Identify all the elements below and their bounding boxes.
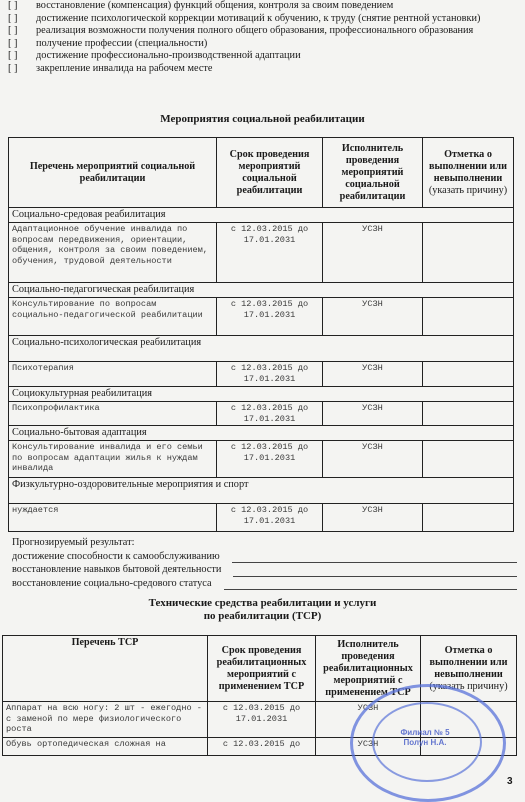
column-header-mark — [423, 138, 514, 208]
mark-header-bold: Отметка о выполнении или невыполнении — [429, 644, 508, 680]
executor-cell: УСЗН — [323, 298, 423, 336]
category-label: Социокультурная реабилитация — [9, 387, 514, 402]
mark-header-normal: (указать причину) — [428, 184, 508, 196]
table-row — [9, 223, 514, 283]
measure-cell: Консультирование инвалида и его семьи по вопросам адаптации жилья к нуждам инвалида — [9, 441, 217, 478]
term-cell: с 12.03.2015 до — [208, 738, 316, 756]
category-row — [9, 208, 514, 223]
check-item-text: достижение психологической коррекции мотиваций к обучению, к труду (снятие рентной установки) — [36, 12, 481, 24]
table-row — [9, 504, 514, 532]
forecast-block — [12, 536, 517, 590]
mark-cell[interactable] — [423, 298, 514, 336]
term-cell: с 12.03.2015 до 17.01.2031 — [217, 298, 323, 336]
forecast-item: достижение способности к самообслуживанию — [12, 550, 220, 562]
mark-cell[interactable] — [423, 223, 514, 283]
goals-checklist — [8, 0, 513, 76]
checkbox[interactable]: [ ] — [8, 12, 18, 24]
category-row — [9, 478, 514, 504]
checkbox[interactable]: [ ] — [8, 37, 18, 49]
category-row — [9, 426, 514, 441]
executor-cell: УСЗН — [323, 441, 423, 478]
checkbox[interactable]: [ ] — [8, 0, 18, 11]
mark-header-bold: Отметка о выполнении или невыполнении — [428, 148, 507, 184]
executor-cell: УСЗН — [316, 702, 421, 738]
category-row — [9, 387, 514, 402]
measure-cell: Адаптационное обучение инвалида по вопросам передвижения, ориентации, общения, контроля за своим поведением, обучения, трудовой деятельности — [9, 223, 217, 283]
executor-cell: УСЗН — [316, 738, 421, 756]
column-header-list: Перечень мероприятий социальной реабилитации — [9, 138, 217, 208]
table-row — [9, 362, 514, 387]
category-label: Социально-психологическая реабилитация — [9, 336, 514, 362]
forecast-line — [12, 577, 517, 591]
check-item-text: реализация возможности получения полного общего образования, профессионального образования — [36, 25, 474, 37]
checkbox[interactable]: [ ] — [8, 62, 18, 74]
check-item-text: восстановление (компенсация) функций общения, контроля за своим поведением — [36, 0, 394, 11]
column-header-list: Перечень ТСР — [3, 636, 208, 702]
measure-cell: Психотерапия — [9, 362, 217, 387]
category-row — [9, 336, 514, 362]
measure-cell: нуждается — [9, 504, 217, 532]
executor-cell: УСЗН — [323, 504, 423, 532]
category-label: Физкультурно-оздоровительные мероприятия и спорт — [9, 478, 514, 504]
stamp-text — [375, 728, 475, 748]
category-label: Социально-педагогическая реабилитация — [9, 283, 514, 298]
category-row — [9, 283, 514, 298]
mark-cell[interactable] — [423, 402, 514, 426]
category-label: Социально-бытовая адаптация — [9, 426, 514, 441]
check-item[interactable] — [8, 50, 513, 63]
column-header-executor: Исполнитель проведения реабилитационных мероприятий с применением ТСР — [316, 636, 421, 702]
checkbox[interactable]: [ ] — [8, 50, 18, 62]
tsr-title-line2: по реабилитации (ТСР) — [203, 610, 322, 622]
executor-cell: УСЗН — [323, 362, 423, 387]
forecast-line — [12, 550, 517, 564]
mark-header-normal: (указать причину) — [429, 680, 508, 692]
check-item-text: получение профессии (специальности) — [36, 37, 208, 49]
term-cell: с 12.03.2015 до 17.01.2031 — [208, 702, 316, 738]
check-item[interactable] — [8, 63, 513, 76]
forecast-item: восстановление навыков бытовой деятельности — [12, 564, 222, 576]
table-header-row — [9, 138, 514, 208]
column-header-term: Срок проведения мероприятий социальной реабилитации — [217, 138, 323, 208]
tsr-title — [0, 597, 525, 623]
forecast-line — [12, 563, 517, 577]
executor-cell: УСЗН — [323, 223, 423, 283]
mark-cell[interactable] — [423, 441, 514, 478]
tsr-item-cell: Обувь ортопедическая сложная на — [3, 738, 208, 756]
mark-cell[interactable] — [423, 362, 514, 387]
forecast-item: восстановление социально-средового статуса — [12, 577, 212, 589]
checkbox[interactable]: [ ] — [8, 25, 18, 37]
table-row — [9, 402, 514, 426]
underline-field[interactable] — [232, 553, 517, 563]
check-item[interactable] — [8, 0, 513, 13]
term-cell: с 12.03.2015 до 17.01.2031 — [217, 441, 323, 478]
term-cell: с 12.03.2015 до 17.01.2031 — [217, 223, 323, 283]
underline-field[interactable] — [233, 567, 517, 577]
mark-cell[interactable] — [423, 504, 514, 532]
term-cell: с 12.03.2015 до 17.01.2031 — [217, 504, 323, 532]
column-header-term: Срок проведения реабилитационных мероприятий с применением ТСР — [208, 636, 316, 702]
check-item[interactable] — [8, 25, 513, 38]
page-number: 3 — [507, 776, 513, 787]
tsr-item-cell: Аппарат на всю ногу: 2 шт - ежегодно - с заменой по мере физиологического роста — [3, 702, 208, 738]
check-item-text: закрепление инвалида на рабочем месте — [36, 62, 213, 74]
table-row — [9, 441, 514, 478]
underline-field[interactable] — [224, 580, 517, 590]
category-label: Социально-средовая реабилитация — [9, 208, 514, 223]
table-row — [9, 298, 514, 336]
executor-cell: УСЗН — [323, 402, 423, 426]
social-rehab-title: Мероприятия социальной реабилитации — [160, 113, 365, 125]
check-item-text: достижение профессионально-производственной адаптации — [36, 50, 301, 62]
column-header-executor: Исполнитель проведения мероприятий социальной реабилитации — [323, 138, 423, 208]
forecast-title: Прогнозируемый результат: — [12, 537, 135, 548]
tsr-title-line1: Технические средства реабилитации и услуги — [148, 597, 377, 609]
term-cell: с 12.03.2015 до 17.01.2031 — [217, 402, 323, 426]
measure-cell: Консультирование по вопросам социально-педагогической реабилитации — [9, 298, 217, 336]
term-cell: с 12.03.2015 до 17.01.2031 — [217, 362, 323, 387]
social-rehab-table — [8, 137, 514, 532]
stamp-line2: Полун Н.А. — [403, 738, 447, 747]
check-item[interactable] — [8, 38, 513, 51]
check-item[interactable] — [8, 13, 513, 26]
stamp-line1: Филиал № 5 — [400, 728, 450, 737]
measure-cell: Психопрофилактика — [9, 402, 217, 426]
